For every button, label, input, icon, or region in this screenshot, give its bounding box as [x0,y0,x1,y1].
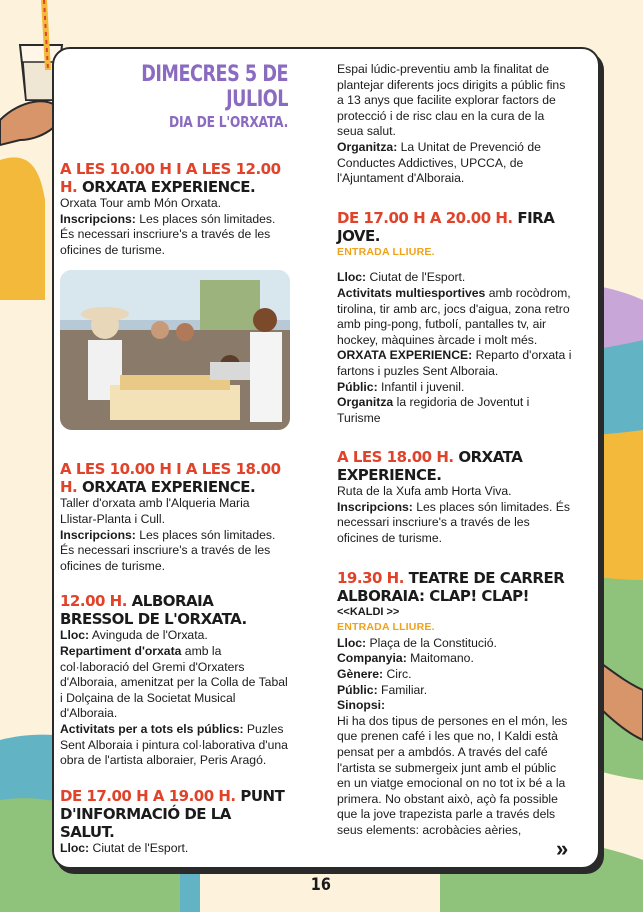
event-organizer: Organitza la regidoria de Joventut i Turisme [337,395,530,425]
page-title: DIMECRES 5 DE JULIOL [141,62,288,112]
event-name: FIRA JOVE. [337,208,555,245]
event-public: Públic: Familiar. [337,682,428,697]
event-distribution: Repartiment d'orxata amb la col·laboració del Gremi d'Orxaters d'Alboraia, amenitzat per la Colla de Tabal i Dolçaina de la Societat Musical d'Alboraia. [60,643,288,721]
event-line: Taller d'orxata amb l'Alqueria Maria Llistar-Planta i Cull. [60,496,250,526]
event-location: Lloc: Ciutat de l'Esport. [60,840,189,855]
entry-badge: ENTRADA LLIURE. [337,621,435,634]
event-company: Companyia: Maitomano. [337,651,474,666]
event-heading [60,160,288,196]
event-photo [60,270,290,430]
event-name: ORXATA EXPERIENCE. [82,478,256,497]
event-inscriptions: Inscripcions: Les places són limitades. És necessari inscriure's a través de les oficines de turisme. [337,499,571,546]
event-line: Ruta de la Xufa amb Horta Viva. [337,484,512,499]
event-location: Lloc: Ciutat de l'Esport. [337,270,466,285]
event-time: 12.00 H. [60,592,127,611]
event-genre: Gènere: Circ. [337,667,412,682]
event-location: Lloc: Avinguda de l'Orxata. [60,628,208,643]
event-line: Orxata Tour amb Món Orxata. [60,196,221,210]
event-name: TEATRE DE CARRER ALBORAIA: CLAP! CLAP! [337,568,565,605]
event-synopsis-label: Sinopsi: [337,698,386,713]
event-heading [337,569,573,605]
photo-illustration [60,270,290,430]
event-time: DE 17.00 H A 19.00 H. [60,786,236,805]
event-heading [337,209,573,245]
event-inscriptions: Inscripcions: Les places són limitades. És necessari inscriure's a través de les oficines de turisme. [60,527,276,573]
event-description: Espai lúdic-preventiu amb la finalitat de plantejar diferents jocs dirigits a públic fins a 13 anys que facilite explorar factors de protecció i de risc clau en la cura de la seua salut. [337,62,566,139]
event-public: Públic: Infantil i juvenil. [337,379,465,394]
event-heading [60,592,288,628]
event-activities: Activitats multiesportives amb rocòdrom, tirolina, tir amb arc, jocs d'aigua, zona retro amb ping-pong, futbolí, pantalles tv, air hockey, màquines àrcade i molt més. [337,285,571,347]
page-number: 16 [310,875,331,895]
event-location: Lloc: Plaça de la Constitució. [337,635,497,650]
event-organizer: Organitza: La Unitat de Prevenció de Conductes Addictives, UPCCA, de l'Ajuntament d'Alboraia. [337,139,541,186]
event-heading [60,460,288,496]
page-subtitle: DIA DE L'ORXATA. [169,113,288,131]
event-time: A LES 10.00 H I A LES 12.00 H. [60,160,281,196]
event-time: 19.30 H. [337,568,404,587]
left-column [60,62,288,856]
right-column [337,62,573,839]
event-time: A LES 18.00 H. [337,448,454,467]
next-page-chevron-icon: » [556,836,564,861]
event-inscriptions: Inscripcions: Les places són limitades. És necessari inscriure's a través de les oficines de turisme. [60,211,276,257]
event-synopsis: Hi ha dos tipus de persones en el món, les que prenen café i les que no, I Kaldi està pensat per a ambdós. A través del café l'artista se submergeix junt amb el públic en un viatge emocional on no tot ix bé a la primera. No obstant això, açò fa possible que la jove trapezista parle a través dels seus elements: acrobàcies aèries, [337,713,568,837]
event-heading [337,448,573,484]
event-name: PUNT D'INFORMACIÓ DE LA SALUT. [60,786,285,841]
event-name: ORXATA EXPERIENCE. [82,178,256,196]
event-name: ORXATA EXPERIENCE. [337,448,523,485]
event-time: A LES 10.00 H I A LES 18.00 H. [60,460,281,497]
event-activities: Activitats per a tots els públics: Puzles Sent Alboraia i pintura col·laborativa d'una obra de l'artista alboraier, Peris Aragó. [60,721,288,768]
entry-badge: ENTRADA LLIURE. [337,245,435,258]
event-heading [60,787,288,841]
event-time: DE 17.00 H A 20.00 H. [337,208,513,227]
event-orxata: ORXATA EXPERIENCE: Reparto d'orxata i fartons i puzles Sent Alboraia. [337,348,572,378]
event-name: ALBORAIA BRESSOL DE L'ORXATA. [60,592,247,629]
show-name: <<KALDI >> [337,605,400,618]
